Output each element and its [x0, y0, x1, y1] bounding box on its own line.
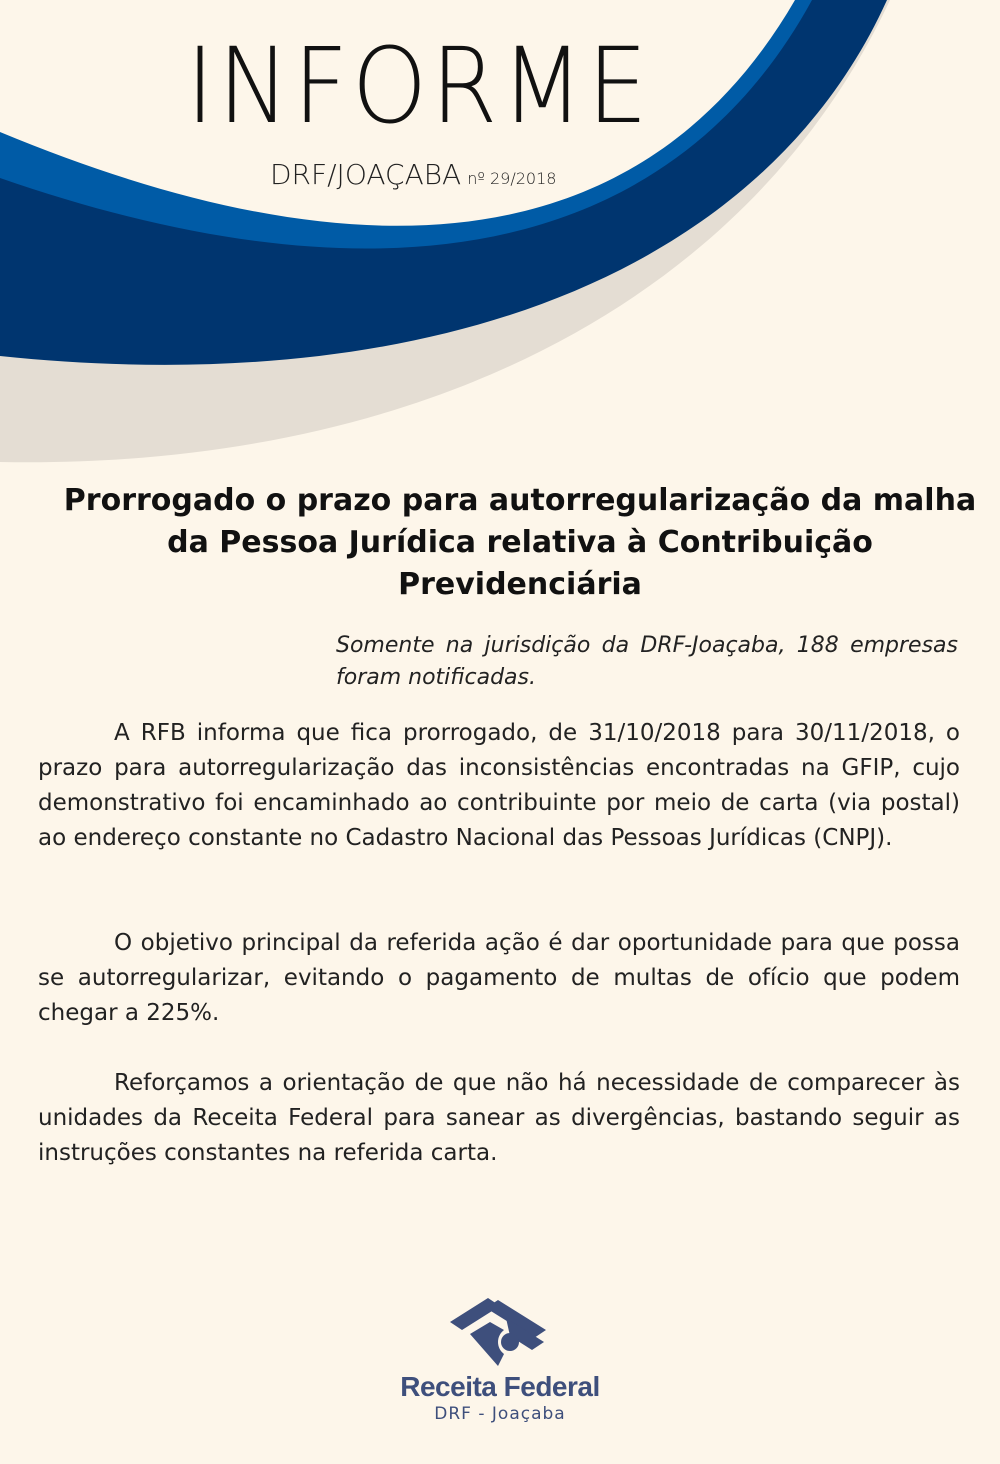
- issue-number: nº 29/2018: [467, 169, 557, 188]
- body-paragraph-3: Reforçamos a orientação de que não há necessidade de comparecer às unidades da Receita Federal para sanear as divergências, bastando seguir as instruções constantes na referida carta.: [38, 1070, 960, 1166]
- agency-name: DRF/JOAÇABA: [270, 158, 462, 191]
- article-headline: Prorrogado o prazo para autorregularização da malha da Pessoa Jurídica relativa à Contribuição Previdenciária: [63, 483, 977, 602]
- body-paragraph-2: O objetivo principal da referida ação é dar oportunidade para que possa se autorregularizar, evitando o pagamento de multas de ofício que podem chegar a 225%.: [38, 930, 960, 1026]
- footer-logo: [380, 1296, 620, 1424]
- receita-federal-emblem-icon: [448, 1296, 552, 1368]
- masthead-title: INFORME: [186, 25, 652, 147]
- brand-unit: DRF - Joaçaba: [434, 1404, 566, 1424]
- masthead-subtitle: [270, 158, 556, 191]
- article-lead: Somente na jurisdição da DRF-Joaçaba, 188 empresas foram notificadas.: [336, 633, 958, 690]
- body-paragraph-1: A RFB informa que fica prorrogado, de 31/10/2018 para 30/11/2018, o prazo para autorregularização das inconsistências encontradas na GFIP, cujo demonstrativo foi encaminhado ao contribuinte por meio de carta (via postal) ao endereço constante no Cadastro Nacional das Pessoas Jurídicas (CNPJ).: [38, 720, 960, 851]
- brand-name: Receita Federal: [400, 1371, 600, 1402]
